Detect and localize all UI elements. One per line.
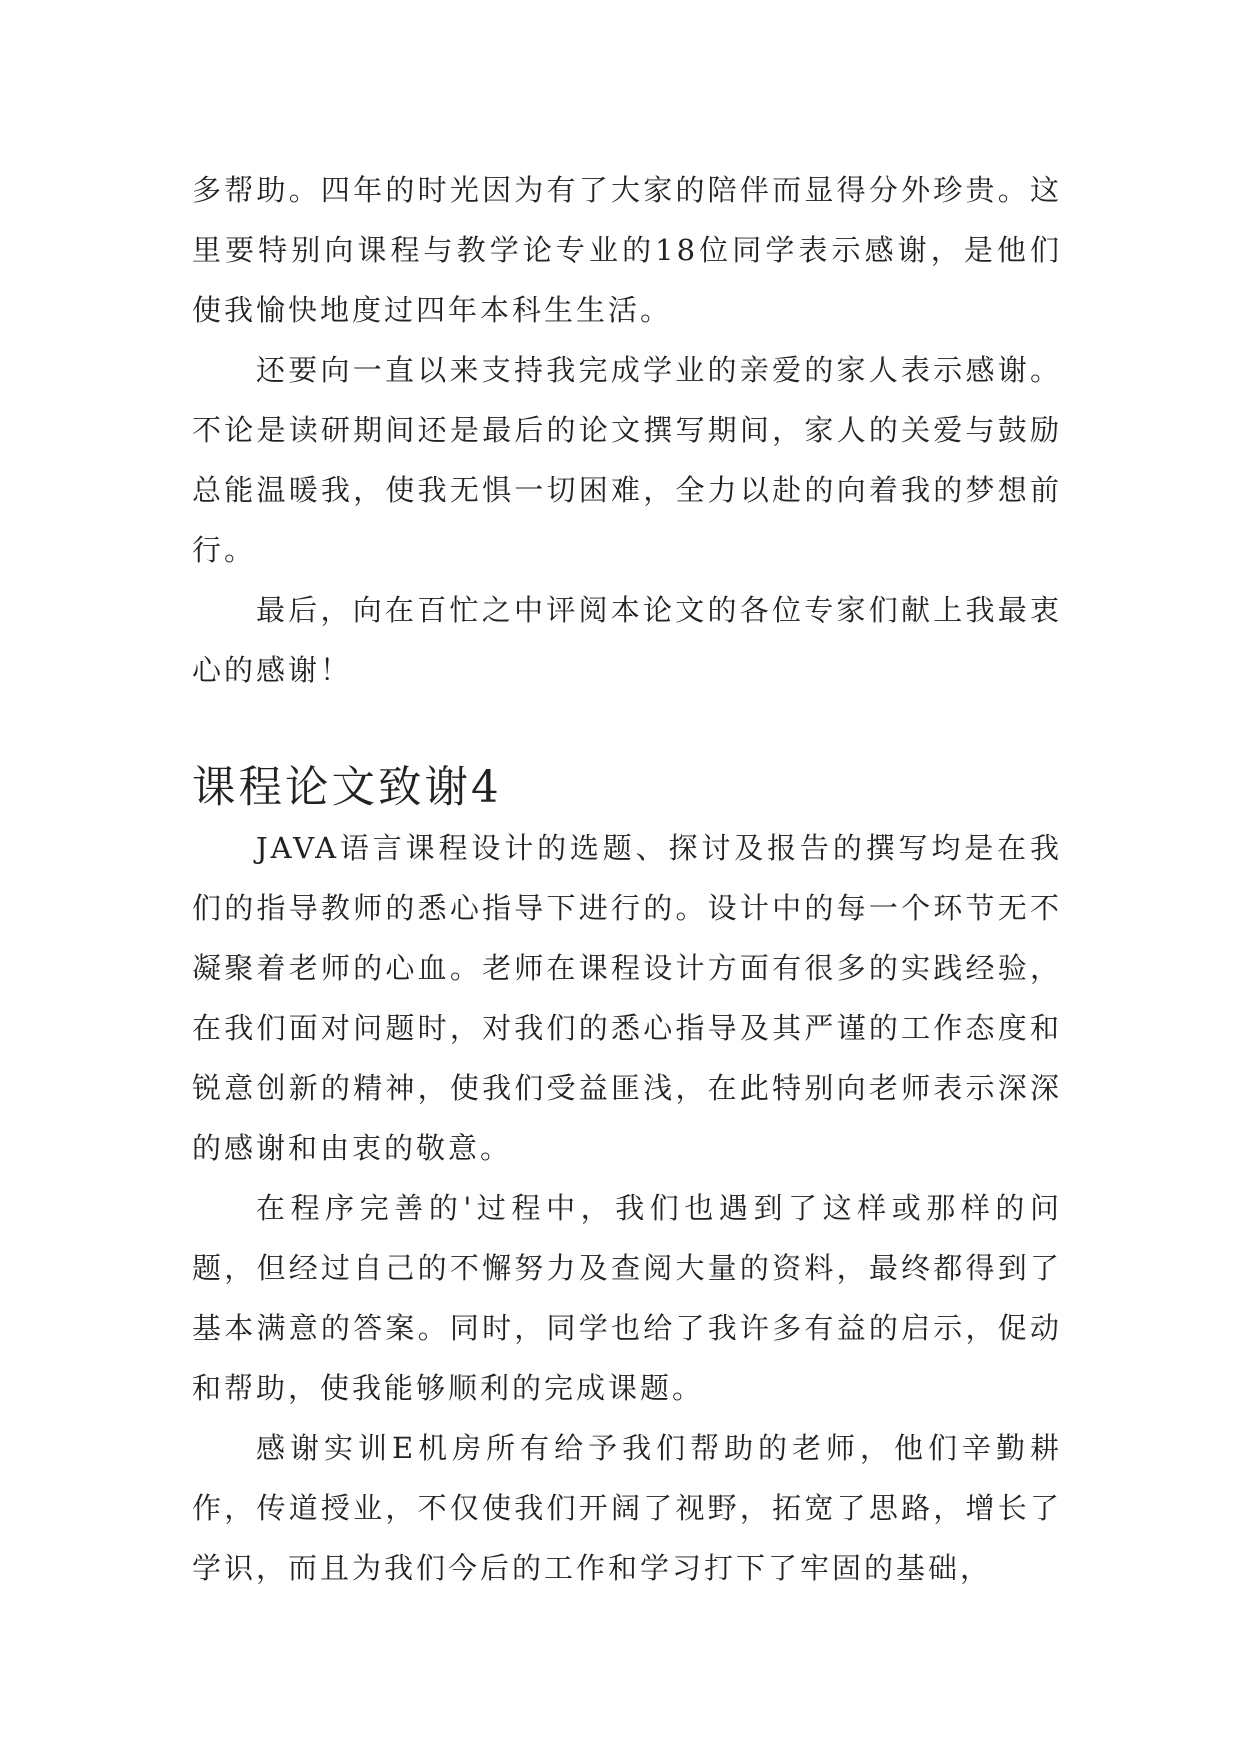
- paragraph-lab-thanks: 感谢实训E机房所有给予我们帮助的老师，他们辛勤耕作，传道授业，不仅使我们开阔了视野，拓宽了思路，增长了学识，而且为我们今后的工作和学习打下了牢固的基础，: [192, 1431, 1062, 1585]
- section-heading: 课程论文致谢4: [192, 763, 502, 813]
- paragraph-teacher-thanks: JAVA语言课程设计的选题、探讨及报告的撰写均是在我们的指导教师的悉心指导下进行的。设计中的每一个环节无不凝聚着老师的心血。老师在课程设计方面有很多的实践经验，在我们面对问题时，对我们的悉心指导及其严谨的工作态度和锐意创新的精神，使我们受益匪浅，在此特别向老师表示深深的感谢和由衷的敬意。: [192, 831, 1062, 1165]
- paragraph-program-process: 在程序完善的'过程中，我们也遇到了这样或那样的问题，但经过自己的不懈努力及查阅大量的资料，最终都得到了基本满意的答案。同时，同学也给了我许多有益的启示，促动和帮助，使我能够顺利的完成课题。: [192, 1191, 1062, 1405]
- paragraph-expert-thanks: 最后，向在百忙之中评阅本论文的各位专家们献上我最衷心的感谢！: [192, 593, 1062, 687]
- paragraph-family-thanks: 还要向一直以来支持我完成学业的亲爱的家人表示感谢。不论是读研期间还是最后的论文撰写期间，家人的关爱与鼓励总能温暖我，使我无惧一切困难，全力以赴的向着我的梦想前行。: [192, 353, 1062, 567]
- document-page: [192, 160, 1062, 1598]
- paragraph-continued: 多帮助。四年的时光因为有了大家的陪伴而显得分外珍贵。这里要特别向课程与教学论专业的18位同学表示感谢，是他们使我愉快地度过四年本科生生活。: [192, 173, 1062, 327]
